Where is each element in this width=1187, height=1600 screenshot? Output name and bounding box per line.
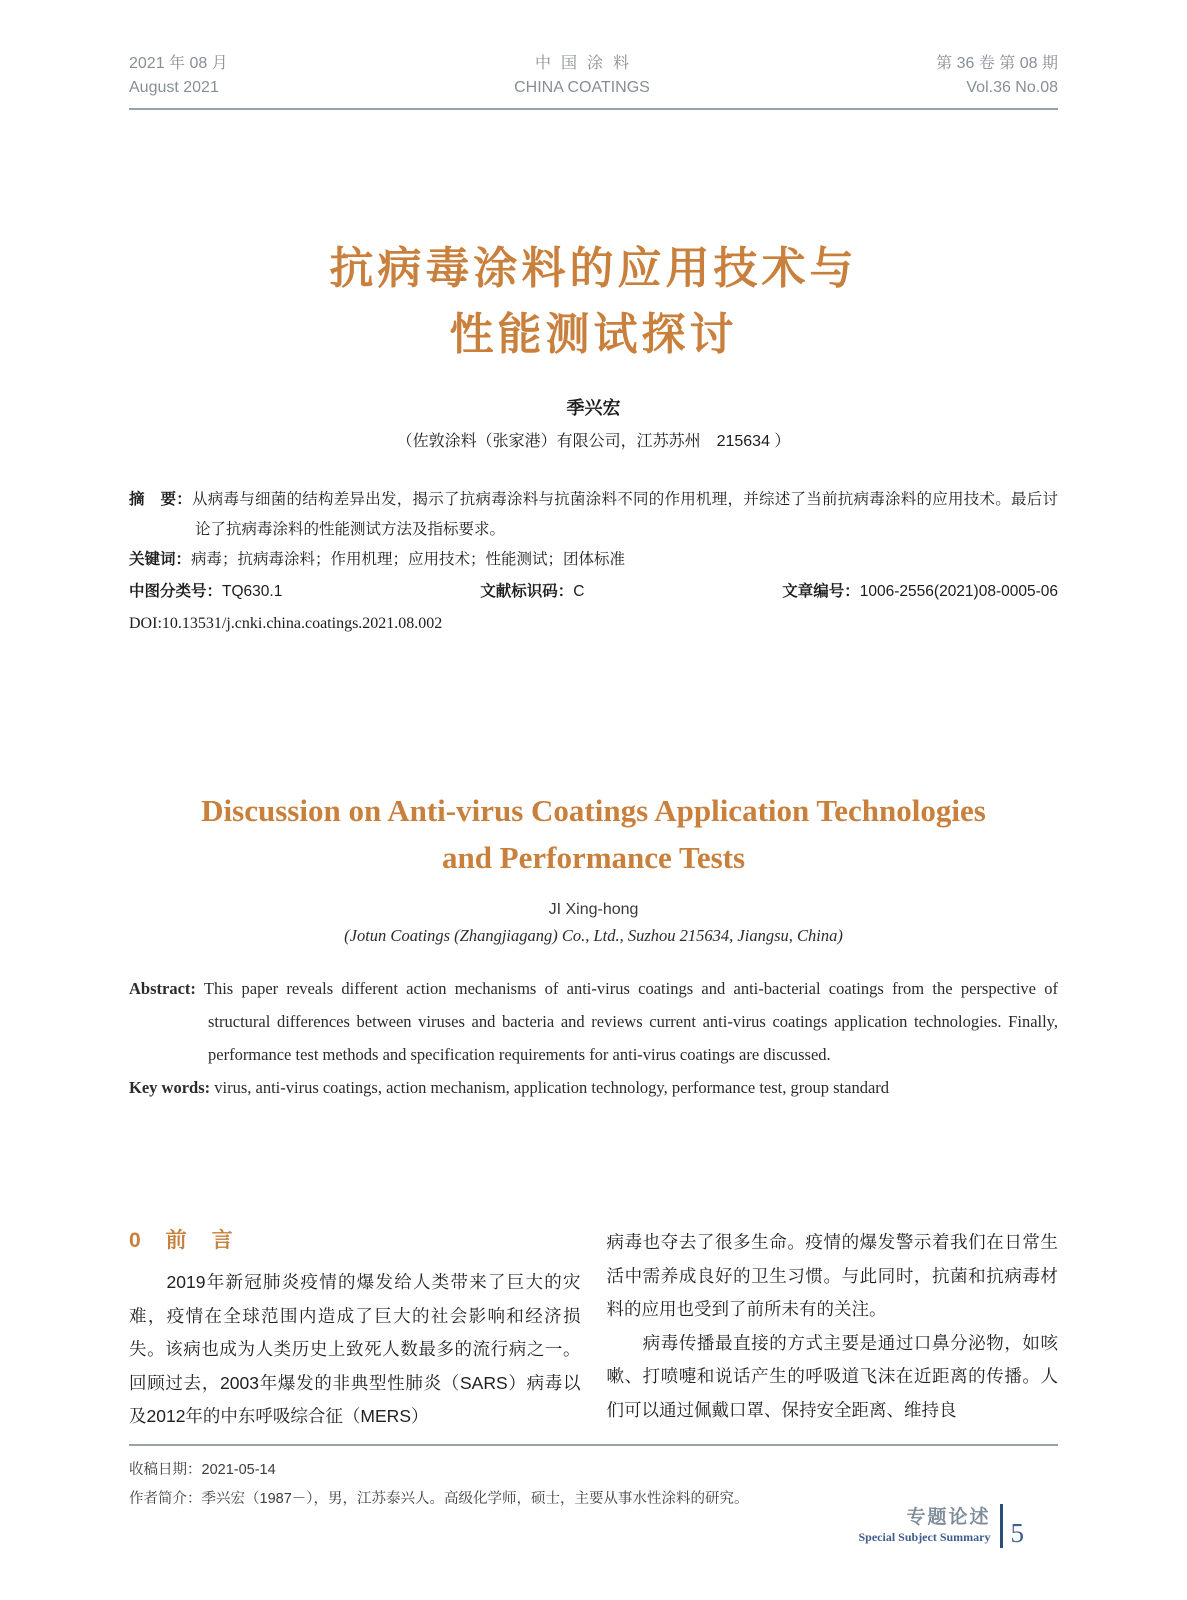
article-title-cn-line2: 性能测试探讨 (449, 310, 738, 359)
doc-code-label: 文献标识码： (480, 583, 574, 600)
affiliation-cn: （佐敦涂料（张家港）有限公司，江苏苏州 215634 ） (396, 433, 791, 450)
body-column-left (129, 1226, 581, 1434)
article-id-label: 文章编号： (782, 583, 860, 600)
received-date-value: 2021-05-14 (201, 1461, 276, 1478)
article-title-en-line1: Discussion on Anti-virus Coatings Application Technologies (201, 793, 986, 828)
abstract-cn-text: 从病毒与细菌的结构差异出发，揭示了抗病毒涂料与抗菌涂料不同的作用机理，并综述了当前抗病毒涂料的应用技术。最后讨论了抗病毒涂料的性能测试方法及指标要求。 (192, 491, 1058, 538)
meta-en (129, 972, 1058, 1104)
received-date (129, 1456, 1058, 1485)
author-bio-label: 作者简介： (129, 1490, 202, 1507)
keywords-cn-text: 病毒；抗病毒涂料；作用机理；应用技术；性能测试；团体标准 (191, 551, 626, 568)
column-title-en: Special Subject Summary (858, 1530, 991, 1544)
journal-name-cn: 中国涂料 (534, 55, 639, 72)
keywords-en (129, 1071, 1058, 1104)
doi: DOI:10.13531/j.cnki.china.coatings.2021.08.002 (129, 615, 443, 632)
affiliation-en: (Jotun Coatings (Zhangjiagang) Co., Ltd., Suzhou 215634, Jiangsu, China) (344, 926, 843, 945)
abstract-cn (129, 485, 1058, 545)
author-bio-value: 季兴宏（1987－），男，江苏泰兴人。高级化学师，硕士，主要从事水性涂料的研究。 (201, 1490, 749, 1507)
header-date-en: August 2021 (129, 79, 219, 96)
clc-value: TQ630.1 (222, 583, 283, 600)
article-id-value: 1006-2556(2021)08-0005-06 (859, 583, 1058, 600)
column-labels (859, 1507, 991, 1545)
abstract-cn-label: 摘 要： (129, 491, 192, 508)
header-issue (936, 52, 1058, 100)
article-id (782, 577, 1058, 607)
column-title-cn: 专题论述 (906, 1507, 991, 1528)
classification-row (129, 577, 1058, 607)
clc-number (129, 577, 282, 607)
header-issue-cn: 第 36 卷 第 08 期 (936, 55, 1058, 72)
header-journal-name (514, 52, 650, 100)
abstract-en-text: This paper reveals different action mechanisms of anti-virus coatings and anti-bacterial coatings from the perspective of structural differences between viruses and bacteria and reviews current anti-virus coatings application technologies. Finally, performance test methods and specification requirements for anti-virus coatings are discussed. (203, 979, 1058, 1064)
body-paragraph: 2019年新冠肺炎疫情的爆发给人类带来了巨大的灾难，疫情在全球范围内造成了巨大的社会影响和经济损失。该病也成为人类历史上致死人数最多的流行病之一。回顾过去，2003年爆发的非典型性肺炎（SARS）病毒以及2012年的中东呼吸综合征（MERS） (129, 1272, 581, 1426)
clc-label: 中图分类号： (129, 583, 223, 600)
footer-divider-bar (1000, 1504, 1003, 1548)
body-columns (129, 1226, 1058, 1434)
keywords-en-label: Key words: (129, 1078, 211, 1097)
journal-header (129, 0, 1058, 110)
body-column-right (607, 1226, 1059, 1434)
footnote (129, 1444, 1058, 1514)
keywords-en-text: virus, anti-virus coatings, action mechanism, application technology, performance test, group standard (214, 1078, 890, 1097)
author-cn: 季兴宏 (566, 398, 621, 418)
body-paragraph: 病毒传播最直接的方式主要是通过口鼻分泌物，如咳嗽、打喷嚏和说话产生的呼吸道飞沫在近距离的传播。人们可以通过佩戴口罩、保持安全距离、维持良 (606, 1332, 1058, 1420)
page-footer (859, 1504, 1025, 1548)
journal-name-en: CHINA COATINGS (514, 79, 650, 96)
author-en: JI Xing-hong (548, 901, 639, 918)
keywords-cn (129, 545, 1058, 575)
section-heading: 0 前 言 (129, 1229, 235, 1252)
header-issue-en: Vol.36 No.08 (966, 79, 1058, 96)
header-date (129, 52, 228, 100)
page-number: 5 (1010, 1518, 1024, 1548)
abstract-en-label: Abstract: (129, 979, 196, 998)
body-paragraph: 病毒也夺去了很多生命。疫情的爆发警示着我们在日常生活中需养成良好的卫生习惯。与此同时，抗菌和抗病毒材料的应用也受到了前所未有的关注。 (606, 1232, 1058, 1319)
article-title-cn (129, 236, 1058, 368)
article-title-en (129, 787, 1058, 881)
meta-cn (129, 485, 1058, 639)
keywords-cn-label: 关键词： (129, 551, 192, 568)
header-date-cn: 2021 年 08 月 (129, 55, 228, 72)
article-title-cn-line1: 抗病毒涂料的应用技术与 (329, 244, 858, 293)
abstract-en (129, 972, 1058, 1071)
doc-code (480, 577, 584, 607)
doc-code-value: C (573, 583, 585, 600)
article-title-en-line2: and Performance Tests (441, 840, 746, 875)
received-date-label: 收稿日期： (129, 1461, 202, 1478)
